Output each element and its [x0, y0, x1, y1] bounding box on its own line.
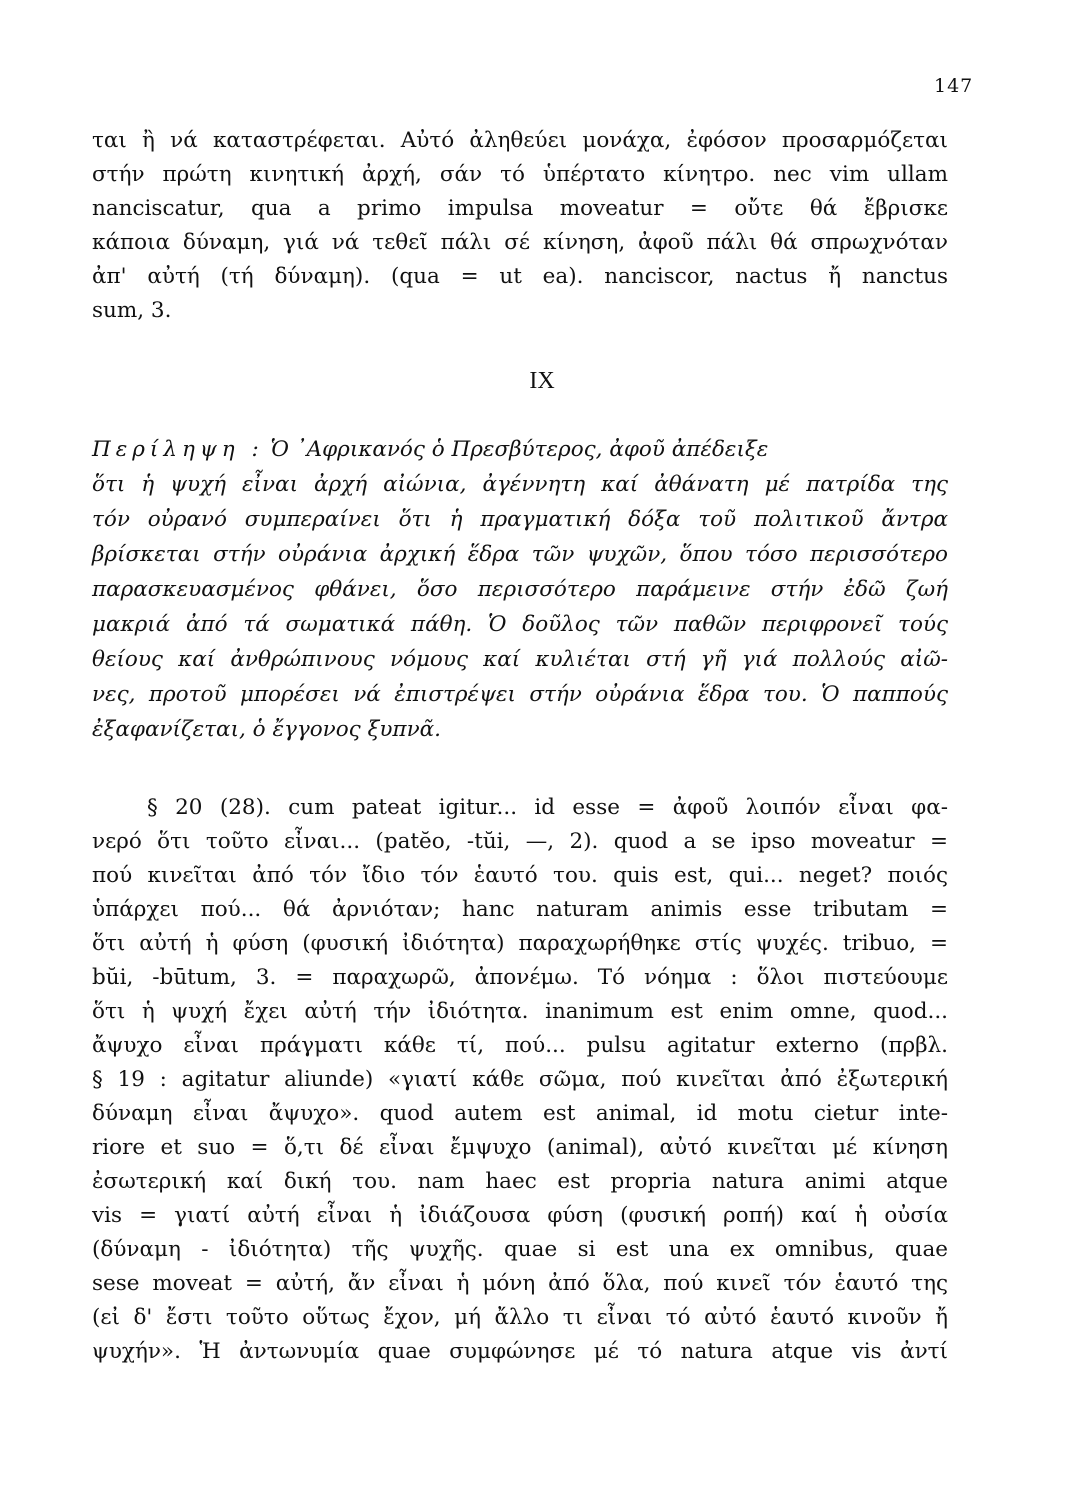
text-line: § 19 : agitatur aliunde) «γιατί κάθε σῶμα, πού κινεῖται ἀπό ἐξωτερική [92, 1067, 948, 1092]
text-line: vis = γιατί αὐτή εἶναι ἡ ἰδιάζουσα φύση (φυσική ροπή) καί ἡ οὐσία [92, 1203, 948, 1228]
text-line: sum, 3. [92, 298, 172, 323]
text-line: (δύναμη - ἰδιότητα) τῆς ψυχῆς. quae si est una ex omnibus, quae [92, 1237, 948, 1262]
text-line: ται ἢ νά καταστρέφεται. Αὐτό ἀληθεύει μονάχα, ἐφόσον προσαρμόζεται [92, 128, 948, 153]
text-line: nanciscatur, qua a primo impulsa moveatur = οὔτε θά ἔβρισκε [92, 196, 948, 221]
text-line: (εἰ δ' ἔστι τοῦτο οὕτως ἔχον, μή ἄλλο τι εἶναι τό αὐτό ἑαυτό κινοῦν ἤ [92, 1305, 948, 1330]
text-line: ψυχήν». Ἡ ἀντωνυμία quae συμφώνησε μέ τό natura atque vis ἀντί [92, 1339, 948, 1364]
text-line: ἀπ' αὐτή (τή δύναμη). (qua = ut ea). nanciscor, nactus ἤ nanctus [92, 264, 948, 289]
text-line: ὅτι ἡ ψυχή ἔχει αὐτή τήν ἰδιότητα. inanimum est enim omne, quod... [92, 999, 948, 1024]
text-line: κάποια δύναμη, γιά νά τεθεῖ πάλι σέ κίνηση, ἀφοῦ πάλι θά σπρωχνόταν [92, 230, 948, 255]
text-line: ὅτι αὐτή ἡ φύση (φυσική ἰδιότητα) παραχωρήθηκε στίς ψυχές. tribuo, = [92, 931, 948, 956]
page-number: 147 [934, 75, 974, 97]
text-line: παρασκευασμένος φθάνει, ὅσο περισσότερο παράμεινε στήν ἐδῶ ζωή [92, 577, 948, 602]
text-line: ἐξαφανίζεται, ὁ ἔγγονος ξυπνᾶ. [92, 717, 441, 742]
text-line: μακριά ἀπό τά σωματικά πάθη. Ὁ δοῦλος τῶν παθῶν περιφρονεῖ τούς [92, 612, 948, 637]
text-line: δύναμη εἶναι ἄψυχο». quod autem est animal, id motu cietur inte- [92, 1101, 948, 1126]
text-line: sese moveat = αὐτή, ἄν εἶναι ἡ μόνη ἀπό ὅλα, πού κινεῖ τόν ἑαυτό της [92, 1271, 948, 1296]
text-line: βρίσκεται στήν οὐράνια ἀρχική ἕδρα τῶν ψυχῶν, ὅπου τόσο περισσότερο [92, 542, 948, 567]
text-line: ὑπάρχει πού... θά ἀρνιόταν; hanc naturam animis esse tributam = [92, 897, 948, 922]
text-line: ἐσωτερική καί δική του. nam haec est propria natura animi atque [92, 1169, 948, 1194]
summary-first-line [92, 433, 948, 467]
summary-label: Περίληψη : [92, 437, 264, 462]
text-line: riore et suo = ὅ,τι δέ εἶναι ἔμψυχο (animal), αὐτό κινεῖται μέ κίνηση [92, 1135, 948, 1160]
text-line: § 20 (28). cum pateat igitur... id esse = ἀφοῦ λοιπόν εἶναι φα- [147, 795, 948, 820]
text-line: θείους καί ἀνθρώπινους νόμους καί κυλιέται στή γῆ γιά πολλούς αἰῶ- [92, 647, 948, 672]
text-line: νερό ὅτι τοῦτο εἶναι... (patĕo, -tŭi, —, 2). quod a se ipso moveatur = [92, 829, 948, 854]
text-line: τόν οὐρανό συμπεραίνει ὅτι ἡ πραγματική δόξα τοῦ πολιτικοῦ ἄντρα [92, 507, 948, 532]
text-line: Ὁ ᾿Αφρικανός ὁ Πρεσβύτερος, ἀφοῦ ἀπέδειξε [270, 437, 769, 462]
text-line: στήν πρώτη κινητική ἀρχή, σάν τό ὑπέρτατο κίνητρο. nec vim ullam [92, 162, 948, 187]
text-line: ὅτι ἡ ψυχή εἶναι ἀρχή αἰώνια, ἀγέννητη καί ἀθάνατη μέ πατρίδα της [92, 472, 948, 497]
text-line: νες, προτοῦ μπορέσει νά ἐπιστρέψει στήν οὐράνια ἕδρα του. Ὁ παππούς [92, 682, 948, 707]
text-line: πού κινεῖται ἀπό τόν ἴδιο τόν ἑαυτό του. quis est, qui... neget? ποιός [92, 863, 948, 888]
text-line: ἄψυχο εἶναι πράγματι κάθε τί, πού... pulsu agitatur externo (πρβλ. [92, 1033, 948, 1058]
section-heading: IX [529, 368, 555, 394]
text-line: bŭi, -būtum, 3. = παραχωρῶ, ἀπονέμω. Τό νόημα : ὅλοι πιστεύουμε [92, 965, 948, 990]
